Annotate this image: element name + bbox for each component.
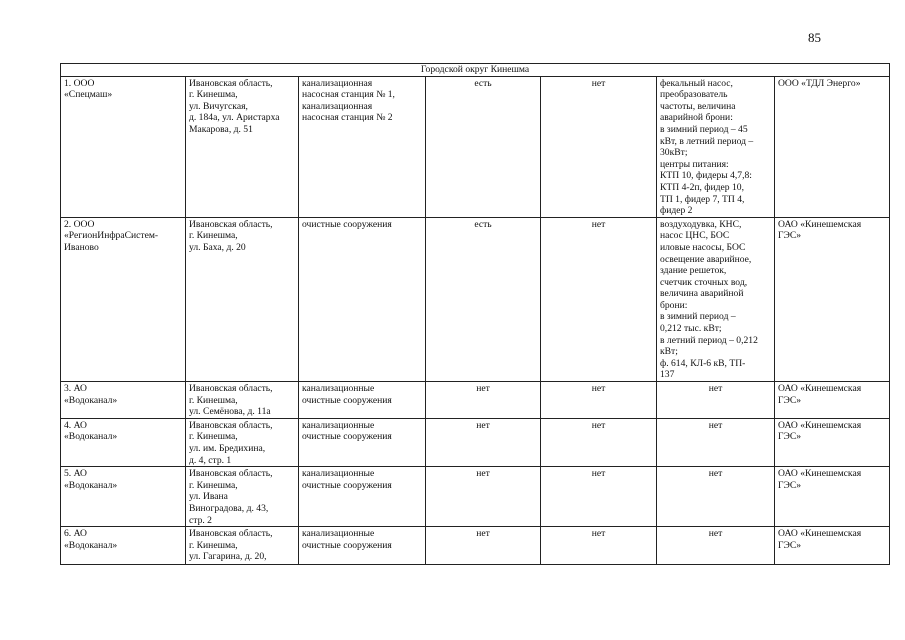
equipment-cell: нет <box>657 467 775 527</box>
object-cell: канализационные очистные сооружения <box>299 527 426 565</box>
table-row <box>61 382 890 419</box>
availability-cell-2: нет <box>541 467 657 527</box>
region-header: Городской округ Кинешма <box>61 64 890 77</box>
object-cell: канализационные очистные сооружения <box>299 382 426 419</box>
organization-cell: 6. АО «Водоканал» <box>61 527 186 565</box>
availability-cell: нет <box>426 467 541 527</box>
table-row <box>61 527 890 565</box>
supplier-cell: ОАО «Кинешемская ГЭС» <box>775 382 890 419</box>
table-row <box>61 467 890 527</box>
page-number: 85 <box>808 30 821 45</box>
equipment-cell: нет <box>657 527 775 565</box>
address-cell: Ивановская область, г. Кинешма, ул. Баха, д. 20 <box>186 217 299 381</box>
availability-cell: нет <box>426 418 541 466</box>
table-row <box>61 76 890 217</box>
availability-cell: нет <box>426 527 541 565</box>
organization-cell: 1. ООО «Спецмаш» <box>61 76 186 217</box>
object-cell: очистные сооружения <box>299 217 426 381</box>
address-cell: Ивановская область, г. Кинешма, ул. Ивана Виноградова, д. 43, стр. 2 <box>186 467 299 527</box>
equipment-cell: нет <box>657 418 775 466</box>
address-cell: Ивановская область, г. Кинешма, ул. Гагарина, д. 20, <box>186 527 299 565</box>
availability-cell-2: нет <box>541 217 657 381</box>
supplier-cell: ОАО «Кинешемская ГЭС» <box>775 418 890 466</box>
availability-cell: есть <box>426 217 541 381</box>
data-table <box>60 63 890 565</box>
address-cell: Ивановская область, г. Кинешма, ул. Семёнова, д. 11а <box>186 382 299 419</box>
availability-cell-2: нет <box>541 418 657 466</box>
organization-cell: 4. АО «Водоканал» <box>61 418 186 466</box>
table-row <box>61 217 890 381</box>
supplier-cell: ОАО «Кинешемская ГЭС» <box>775 217 890 381</box>
object-cell: канализационные очистные сооружения <box>299 418 426 466</box>
equipment-cell: фекальный насос, преобразователь частоты, величина аварийной брони: в зимний период – 45 кВт, в летний период – 30кВт; центры питания: КТП 10, фидеры 4,7,8: КТП 4-2п, фидер 10, ТП 1, фидер 7, ТП 4, фидер 2 <box>657 76 775 217</box>
region-header-row <box>61 64 890 77</box>
availability-cell-2: нет <box>541 76 657 217</box>
object-cell: канализационные очистные сооружения <box>299 467 426 527</box>
equipment-cell: воздуходувка, КНС, насос ЦНС, БОС иловые насосы, БОС освещение аварийное, здание решеток, счетчик сточных вод, величина аварийной брони: в зимний период – 0,212 тыс. кВт; в летний период – 0,212 кВт; ф. 614, КЛ-6 кВ, ТП- 137 <box>657 217 775 381</box>
organization-cell: 5. АО «Водоканал» <box>61 467 186 527</box>
availability-cell: есть <box>426 76 541 217</box>
supplier-cell: ОАО «Кинешемская ГЭС» <box>775 527 890 565</box>
availability-cell: нет <box>426 382 541 419</box>
availability-cell-2: нет <box>541 382 657 419</box>
supplier-cell: ООО «ТДЛ Энерго» <box>775 76 890 217</box>
table-row <box>61 418 890 466</box>
address-cell: Ивановская область, г. Кинешма, ул. Вичугская, д. 184а, ул. Аристарха Макарова, д. 51 <box>186 76 299 217</box>
supplier-cell: ОАО «Кинешемская ГЭС» <box>775 467 890 527</box>
equipment-cell: нет <box>657 382 775 419</box>
address-cell: Ивановская область, г. Кинешма, ул. им. Бредихина, д. 4, стр. 1 <box>186 418 299 466</box>
object-cell: канализационная насосная станция № 1, канализационная насосная станция № 2 <box>299 76 426 217</box>
availability-cell-2: нет <box>541 527 657 565</box>
organization-cell: 3. АО «Водоканал» <box>61 382 186 419</box>
organization-cell: 2. ООО «РегионИнфраСистем- Иваново <box>61 217 186 381</box>
